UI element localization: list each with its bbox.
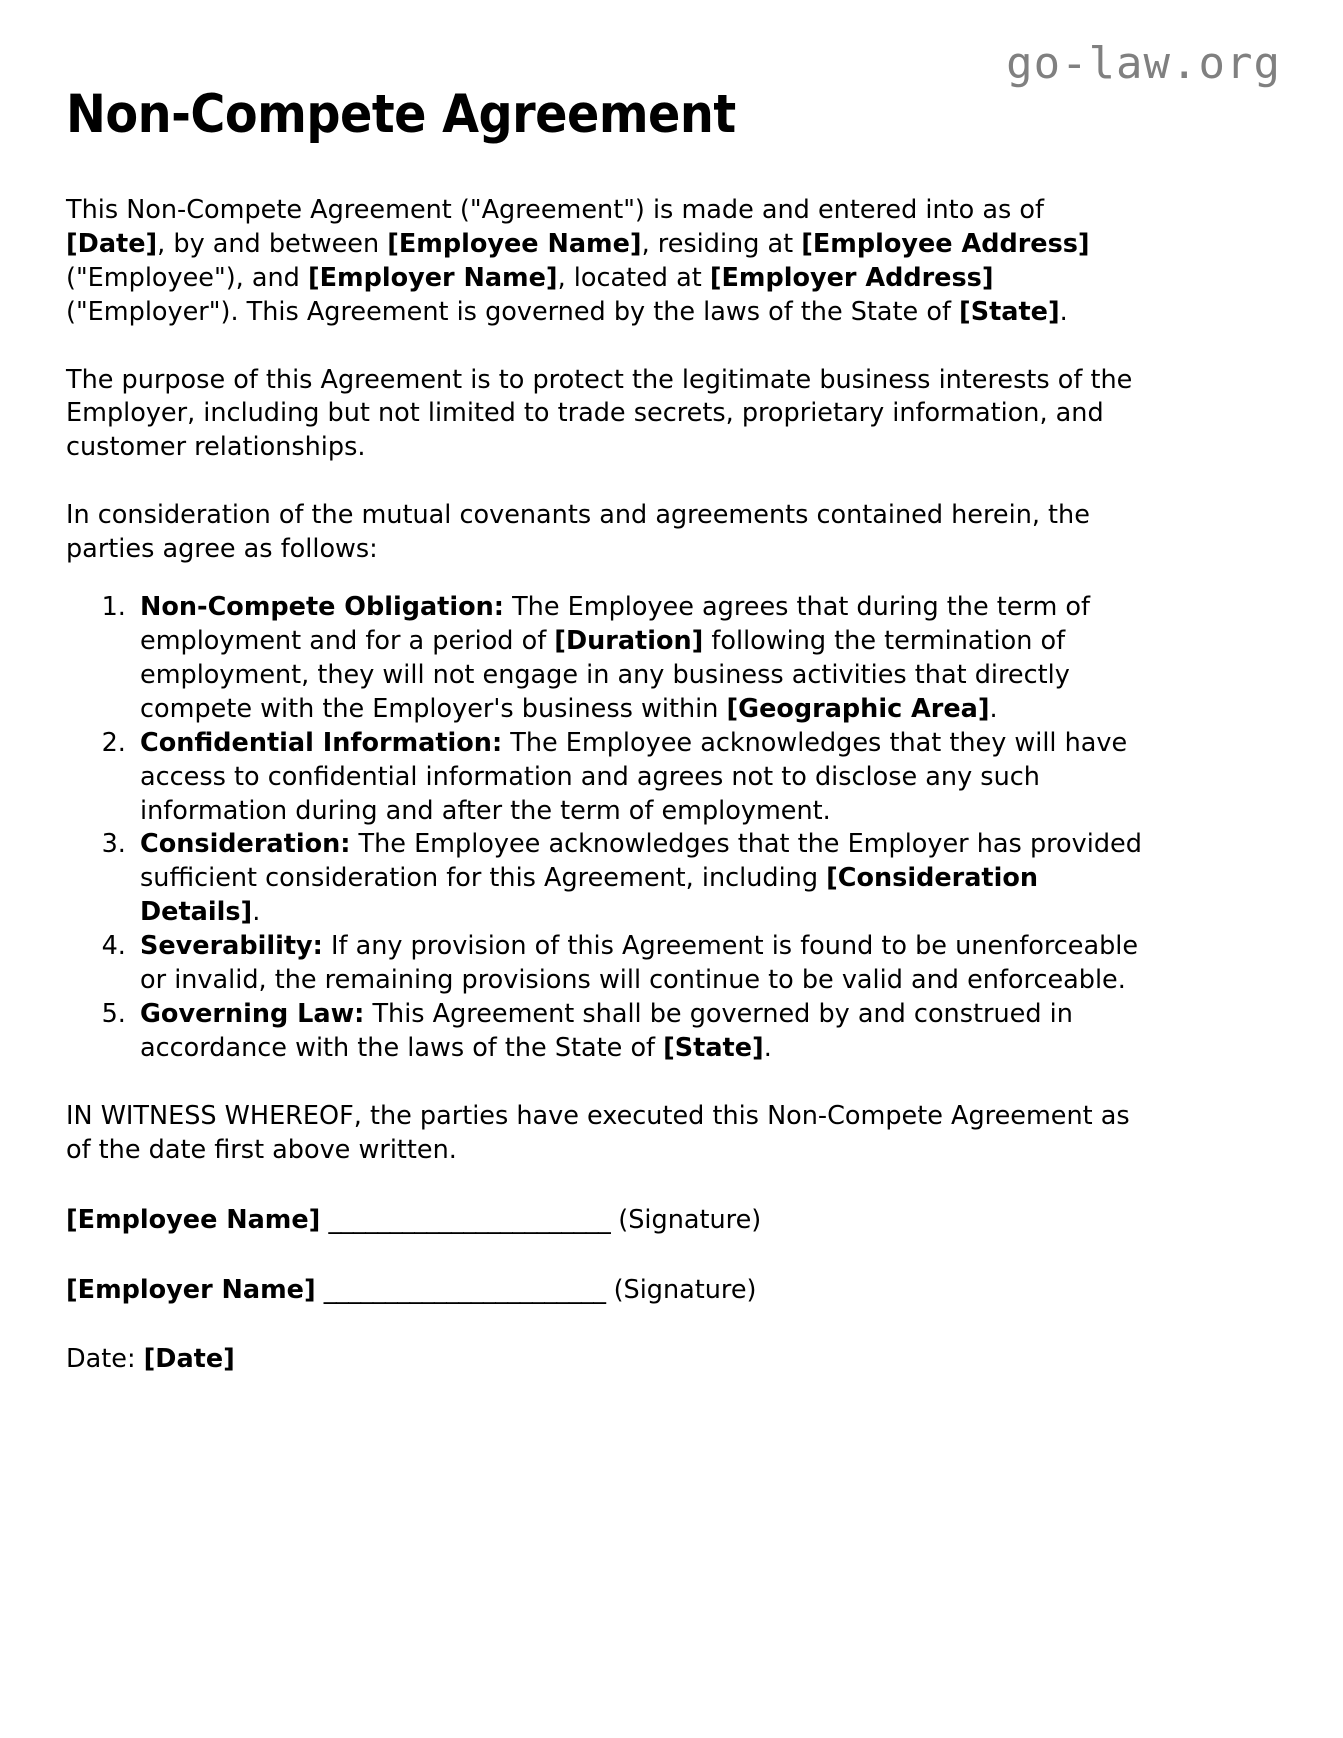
placeholder-date: [Date] [66,228,158,259]
intro-text-4: ("Employee"), and [66,262,308,293]
term-text-before: The Employee agrees that during the term of employment and for a period of [140,592,1091,656]
intro-text-5: , located at [557,262,710,293]
intro-text-1: This Non-Compete Agreement ("Agreement") is made and entered into as of [66,194,1044,225]
placeholder-employer-address: [Employer Address] [709,262,994,293]
term-text-after: . [763,1032,772,1063]
signature-line-employer[interactable]: _______________________ [323,1274,606,1305]
term-text-end: . [989,693,998,724]
placeholder-employer-name: [Employer Name] [307,262,558,293]
terms-list [66,567,1148,1066]
intro-text-2: , by and between [157,228,388,259]
signature-party-employer: [Employer Name] [66,1274,316,1305]
list-item [134,930,1148,998]
purpose-paragraph: The purpose of this Agreement is to protect the legitimate business interests of the Employer, including but not limited to trade secrets, proprietary information, and customer relationships. [66,364,1133,463]
term-label: Severability: [140,931,323,962]
list-item [134,998,1148,1066]
placeholder-employee-name: [Employee Name] [387,228,642,259]
site-watermark: go-law.org [1006,38,1281,89]
term-text-before: If any provision of this Agreement is found to be unenforceable or invalid, the remaining provisions will continue to be valid and enforceable. [140,931,1139,996]
term-text-before: The Employee acknowledges that the Employer has provided sufficient consideration for this Agreement, including [140,829,1142,894]
consideration-lead-paragraph: In consideration of the mutual covenants and agreements contained herein, the parties agree as follows: [66,500,1090,565]
placeholder-state: [State] [959,296,1060,327]
term-label: Non-Compete Obligation: [140,592,504,623]
term-text-before: The Employee acknowledges that they will have access to confidential information and agrees not to disclose any such information during and after the term of employment. [140,727,1128,826]
intro-text-6: ("Employer"). This Agreement is governed by the laws of the State of [66,296,960,327]
placeholder-consideration-details: [Consideration Details] [140,863,1039,928]
date-row [66,1307,1148,1377]
list-item [134,828,1148,930]
term-text-before: This Agreement shall be governed by and construed in accordance with the laws of the State of [140,998,1073,1063]
term-text-after: following the termination of employment, they will not engage in any business activities that directly compete with the Employer's business within [140,626,1070,724]
placeholder-state-governing: [State] [663,1032,764,1063]
document-content [66,0,1148,1377]
list-item [134,727,1148,829]
intro-text-3: , residing at [641,228,802,259]
signature-row-employee [66,1168,1148,1238]
signature-caption-employer: (Signature) [613,1274,757,1305]
signature-caption-employee: (Signature) [618,1204,762,1235]
date-label: Date: [66,1344,144,1375]
intro-paragraph [66,146,1148,330]
term-label: Confidential Information: [140,727,503,758]
term-label: Governing Law: [140,998,365,1029]
witness-paragraph: IN WITNESS WHEREOF, the parties have executed this Non-Compete Agreement as of the date first above written. [66,1100,1130,1165]
signature-line-employee[interactable]: _______________________ [328,1204,611,1235]
intro-text-7: . [1059,296,1068,327]
term-label: Consideration: [140,829,351,860]
placeholder-geographic-area: [Geographic Area] [726,693,990,724]
term-text-after: . [252,897,261,928]
signature-party-employee: [Employee Name] [66,1204,321,1235]
list-item [134,591,1148,727]
placeholder-date-signature: [Date] [143,1344,235,1375]
placeholder-employee-address: [Employee Address] [801,228,1090,259]
page-title: Non-Compete Agreement [66,84,736,145]
placeholder-duration: [Duration] [554,626,704,656]
signature-row-employer [66,1238,1148,1308]
